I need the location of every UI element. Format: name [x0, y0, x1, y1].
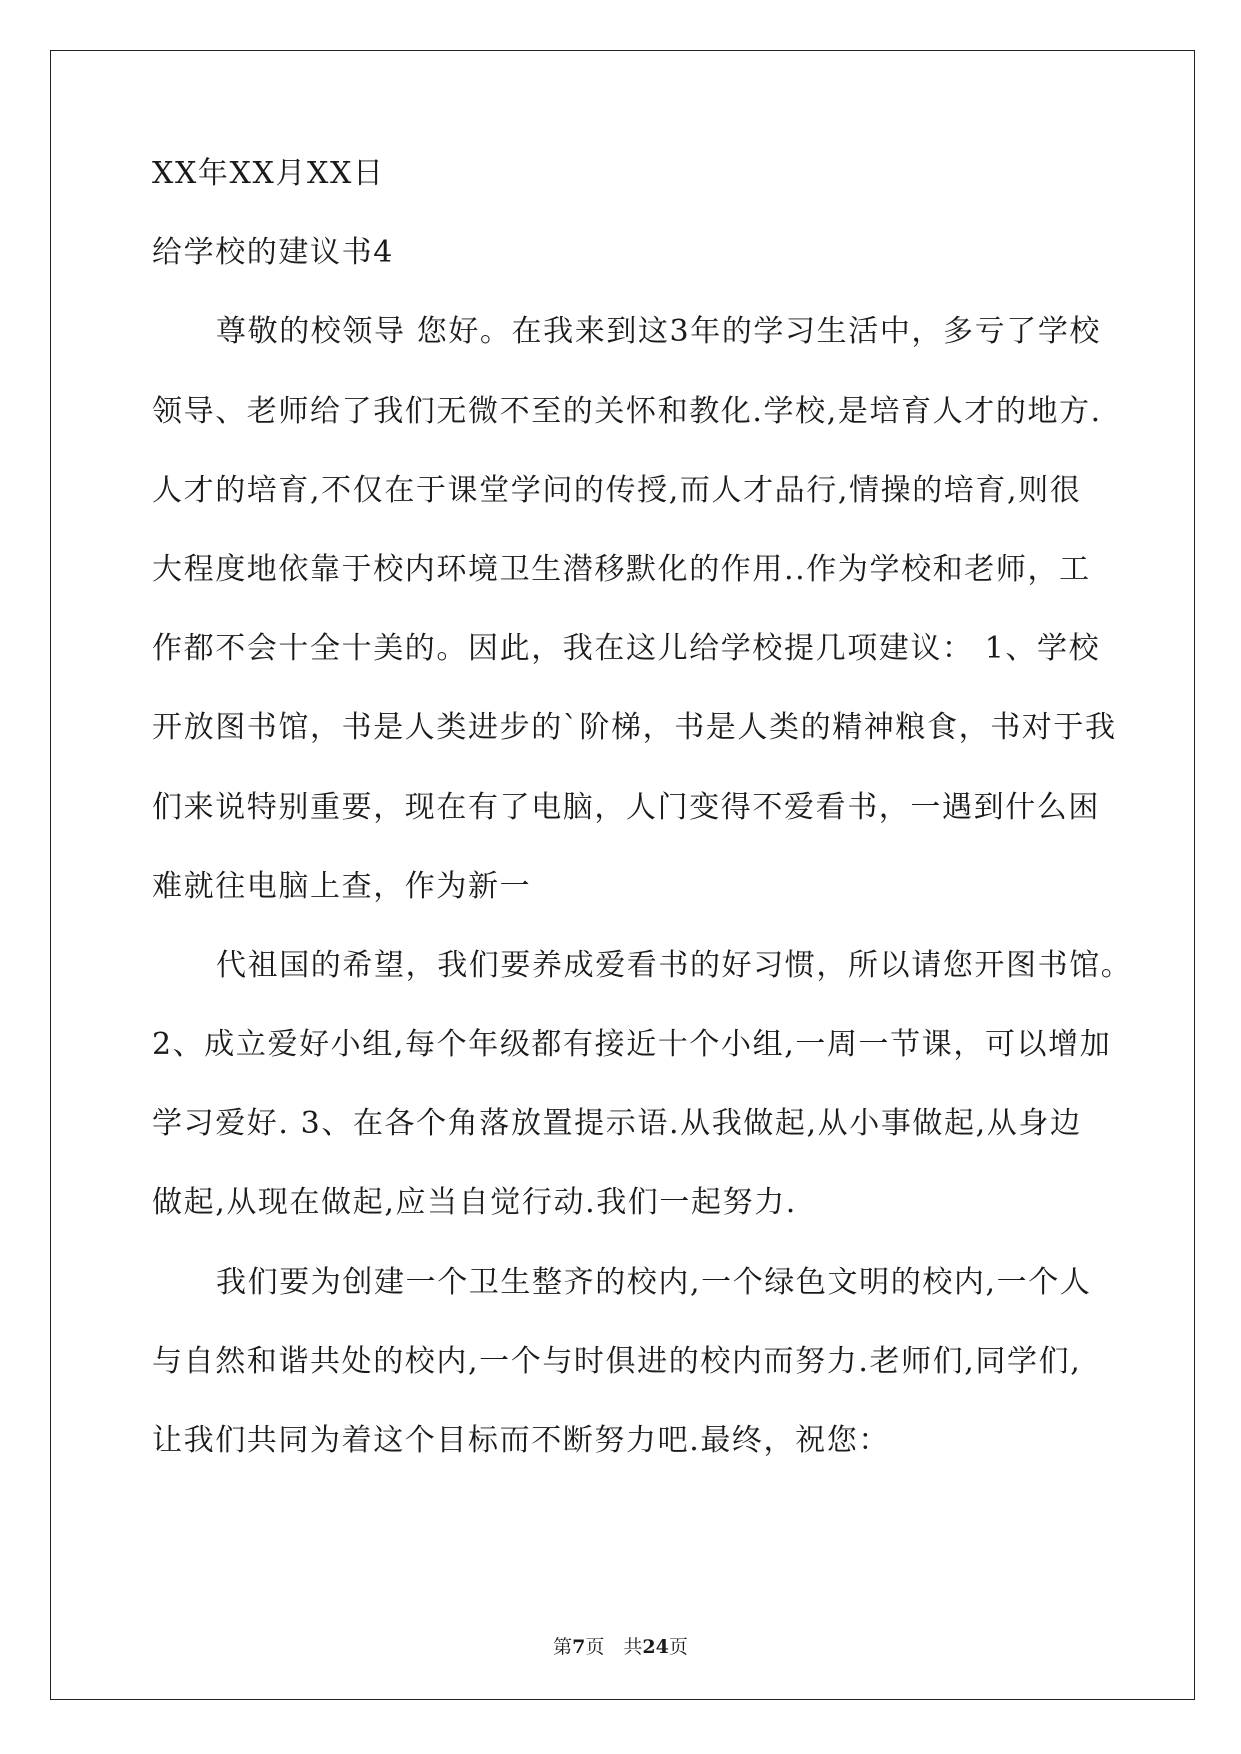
paragraph-line: 我们要为创建一个卫生整齐的校内,一个绿色文明的校内,一个人: [216, 1264, 1092, 1300]
paragraph-line: 尊敬的校领导 您好。在我来到这3年的学习生活中，多亏了学校: [216, 314, 1102, 350]
paragraph-line: 开放图书馆，书是人类进步的`阶梯，书是人类的精神粮食，书对于我: [152, 710, 1117, 746]
footer-middle: 页 共: [585, 1636, 643, 1658]
paragraph-line: 与自然和谐共处的校内,一个与时俱进的校内而努力.老师们,同学们,: [152, 1343, 1082, 1379]
paragraph-line: 让我们共同为着这个目标而不断努力吧.最终，祝您：: [152, 1423, 890, 1458]
paragraph-line: 作都不会十全十美的。因此，我在这儿给学校提几项建议： 1、学校: [152, 631, 1101, 667]
paragraph-line: 大程度地依靠于校内环境卫生潜移默化的作用..作为学校和老师，工: [152, 551, 1091, 587]
paragraph-line: 2、成立爱好小组,每个年级都有接近十个小组,一周一节课，可以增加: [152, 1027, 1112, 1063]
paragraph-line: 学习爱好. 3、在各个角落放置提示语.从我做起,从小事做起,从身边: [152, 1106, 1082, 1142]
footer-prefix: 第: [553, 1636, 573, 1658]
paragraph-line: 难就往电脑上查，作为新一: [152, 868, 532, 904]
footer-suffix: 页: [668, 1636, 688, 1658]
paragraph-line: 人才的培育,不仅在于课堂学问的传授,而人才品行,情操的培育,则很: [152, 472, 1082, 508]
footer-total-pages: 24: [642, 1636, 669, 1658]
page-footer: [0, 1632, 1241, 1659]
paragraph-line: 做起,从现在做起,应当自觉行动.我们一起努力.: [152, 1185, 797, 1221]
paragraph-line: 们来说特别重要，现在有了电脑，人门变得不爱看书，一遇到什么困: [152, 789, 1100, 825]
footer-page-number: 7: [572, 1636, 586, 1658]
paragraph-line: 领导、老师给了我们无微不至的关怀和教化.学校,是培育人才的地方.: [152, 393, 1102, 429]
document-title: 给学校的建议书4: [152, 235, 394, 271]
paragraph-line: 代祖国的希望，我们要养成爱看书的好习惯，所以请您开图书馆。: [216, 947, 1133, 983]
document-body: [152, 156, 1133, 1480]
document-date: XX年XX月XX日: [152, 156, 385, 191]
